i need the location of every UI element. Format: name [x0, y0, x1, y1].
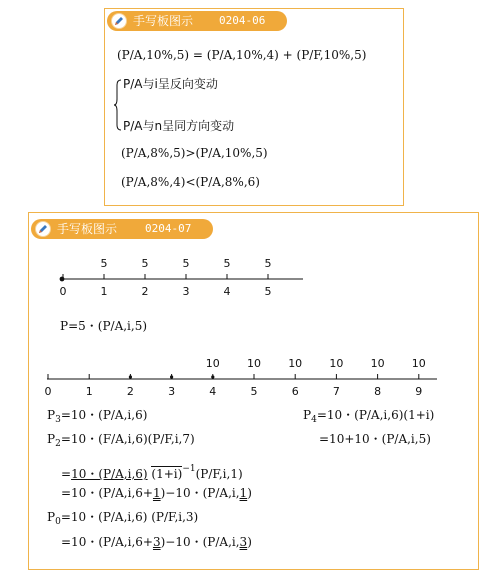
p2-step-2: =10・(P/A,i,6+1)−10・(P/A,i,1) [61, 486, 252, 500]
comparison-line-1: (P/A,8%,5)>(P/A,10%,5) [121, 146, 268, 160]
p3-formula: $P_3=10$・(P/A,i,6) [47, 408, 148, 425]
cash-flow-amount: 10 [411, 357, 426, 370]
timeline-marker-dot [129, 375, 132, 378]
cash-flow-amount: 10 [370, 357, 385, 370]
relation-line-n: P/A与n呈同方向变动 [123, 119, 235, 133]
p2-formula: $P_2=10$・(F/A,i,6)(P/F,i,7) [47, 432, 195, 449]
cash-flow-amount: 10 [329, 357, 344, 370]
timeline-period-label: 1 [100, 285, 108, 298]
cash-flow-amount: 5 [264, 257, 272, 270]
p2-step-1: =10・(P/A,i,6) $(1+i)^{-1}(P/F,i,1)$ [61, 464, 243, 481]
timeline-period-label: 4 [209, 385, 217, 398]
comparison-line-2: (P/A,8%,4)<(P/A,8%,6) [121, 175, 260, 189]
timeline-period-label: 6 [291, 385, 299, 398]
timeline-marker-dot [211, 375, 214, 378]
cash-flow-amount: 10 [247, 357, 261, 370]
timeline-period-label: 1 [85, 385, 93, 398]
timeline-marker-dot [170, 375, 173, 378]
timeline-period-label: 3 [168, 385, 176, 398]
timeline-period-label: 0 [44, 385, 52, 398]
timeline-period-label: 2 [141, 285, 149, 298]
p4-formula: $P_4=10$・(P/A,i,6)(1+i) [303, 408, 435, 425]
tag-title: 手写板图示 [57, 222, 118, 236]
timeline-period-label: 2 [126, 385, 134, 398]
timeline-period-label: 4 [223, 285, 231, 298]
timeline-period-label: 0 [59, 285, 67, 298]
cash-flow-amount: 10 [205, 357, 220, 370]
timeline-period-label: 5 [250, 385, 258, 398]
tag-title: 手写板图示 [133, 14, 194, 28]
cash-flow-amount: 10 [288, 357, 303, 370]
timeline-period-label: 8 [374, 385, 382, 398]
timeline-start-dot [60, 277, 65, 282]
cash-flow-timeline-2 [39, 351, 439, 401]
tag-code: 0204-06 [219, 14, 266, 27]
handwriting-panel-0204-06 [104, 8, 404, 206]
brace-icon [113, 79, 123, 131]
relation-line-i: P/A与i呈反向变动 [123, 77, 218, 91]
p0-step-1: =10・(P/A,i,6+3)−10・(P/A,i,3) [61, 535, 252, 549]
cash-flow-amount: 5 [100, 257, 108, 270]
timeline-period-label: 5 [264, 285, 272, 298]
timeline-period-label: 9 [415, 385, 423, 398]
handwriting-panel-0204-07 [28, 212, 479, 570]
panel-tag [107, 11, 287, 31]
cash-flow-timeline-1 [53, 253, 313, 301]
p4-formula-line2: =10+10・(P/A,i,5) [319, 432, 431, 446]
cash-flow-amount: 5 [141, 257, 149, 270]
pen-icon [111, 13, 127, 29]
cash-flow-amount: 5 [223, 257, 231, 270]
timeline-period-label: 3 [182, 285, 190, 298]
timeline-period-label: 7 [332, 385, 340, 398]
tag-code: 0204-07 [145, 222, 192, 235]
p-formula: P=5・(P/A,i,5) [60, 319, 148, 333]
p0-formula: $P_0=10$・(P/A,i,6) (P/F,i,3) [47, 510, 199, 527]
cash-flow-amount: 5 [182, 257, 190, 270]
panel-tag [31, 219, 213, 239]
equation-line: (P/A,10%,5) = (P/A,10%,4) + (P/F,10%,5) [117, 48, 367, 62]
pen-icon [35, 221, 51, 237]
